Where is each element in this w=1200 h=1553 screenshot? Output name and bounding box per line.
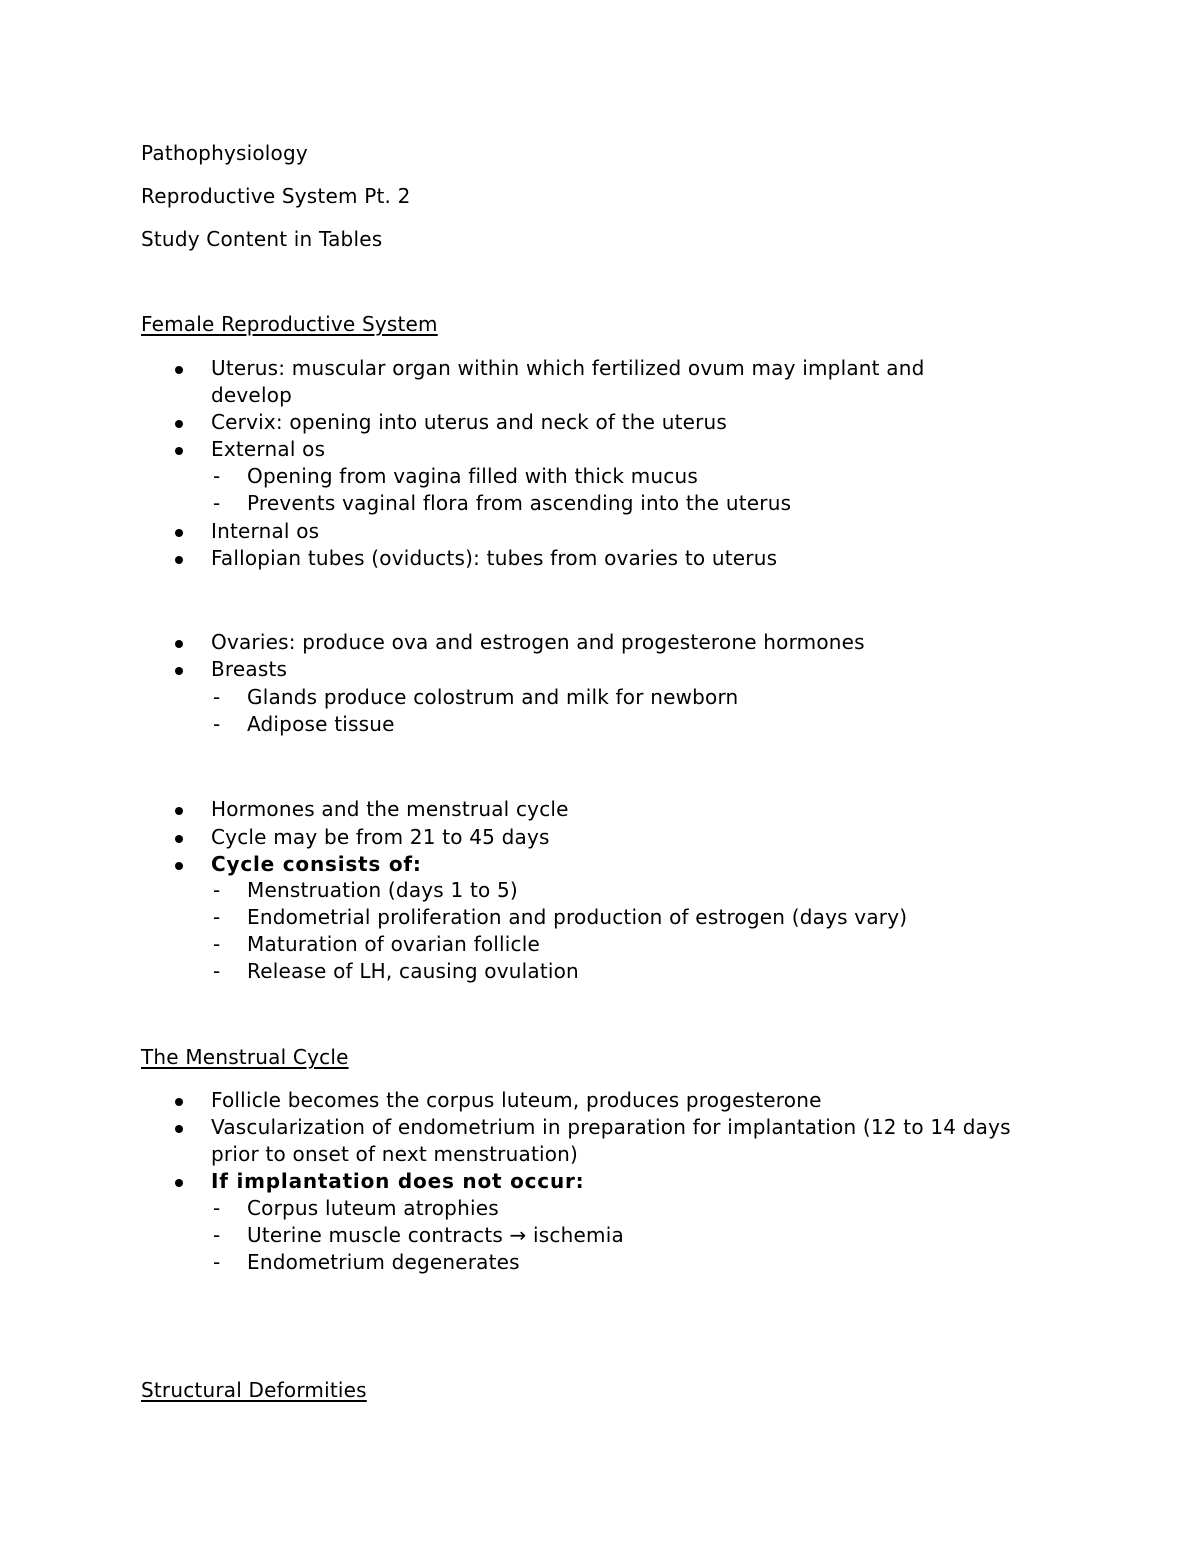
dash-icon: - bbox=[213, 905, 221, 929]
list-item: Breasts bbox=[211, 656, 287, 683]
list-item: Internal os bbox=[211, 518, 319, 545]
dash-icon: - bbox=[213, 685, 221, 709]
dash-icon: - bbox=[213, 712, 221, 736]
bullet-icon bbox=[175, 835, 183, 843]
bullet-icon bbox=[175, 420, 183, 428]
bullet-icon bbox=[175, 366, 183, 374]
list-item: Ovaries: produce ova and estrogen and progesterone hormones bbox=[211, 629, 865, 656]
dash-icon: - bbox=[213, 1250, 221, 1274]
bullet-icon bbox=[175, 1098, 183, 1106]
bullet-icon bbox=[175, 862, 183, 870]
bullet-icon bbox=[175, 640, 183, 648]
sub-list-item: - Prevents vaginal flora from ascending into the uterus bbox=[213, 491, 792, 515]
list-item: If implantation does not occur: bbox=[211, 1168, 584, 1195]
dash-icon: - bbox=[213, 959, 221, 983]
sub-list-item: - Release of LH, causing ovulation bbox=[213, 959, 579, 983]
dash-icon: - bbox=[213, 491, 221, 515]
sub-list-item: - Maturation of ovarian follicle bbox=[213, 932, 541, 956]
list-item: Fallopian tubes (oviducts): tubes from ovaries to uterus bbox=[211, 545, 777, 572]
sub-list-item: - Opening from vagina filled with thick mucus bbox=[213, 464, 698, 488]
dash-icon: - bbox=[213, 1223, 221, 1247]
bullet-icon bbox=[175, 1125, 183, 1133]
list-item: Cycle may be from 21 to 45 days bbox=[211, 824, 550, 851]
sub-list-item: - Adipose tissue bbox=[213, 712, 395, 736]
dash-icon: - bbox=[213, 878, 221, 902]
sub-list-item: - Endometrium degenerates bbox=[213, 1250, 520, 1274]
sub-list-item: - Corpus luteum atrophies bbox=[213, 1196, 499, 1220]
list-item: External os bbox=[211, 436, 325, 463]
sub-list-item: - Uterine muscle contracts → ischemia bbox=[213, 1223, 624, 1247]
unit-title: Reproductive System Pt. 2 bbox=[141, 184, 411, 208]
dash-icon: - bbox=[213, 464, 221, 488]
subtitle: Study Content in Tables bbox=[141, 227, 383, 251]
sub-list-item: - Endometrial proliferation and production of estrogen (days vary) bbox=[213, 905, 908, 929]
list-item: Follicle becomes the corpus luteum, produces progesterone bbox=[211, 1087, 822, 1114]
sub-list-item: - Glands produce colostrum and milk for newborn bbox=[213, 685, 739, 709]
bullet-icon bbox=[175, 529, 183, 537]
list-item-continuation: prior to onset of next menstruation) bbox=[211, 1142, 579, 1166]
list-item: Uterus: muscular organ within which fertilized ovum may implant and bbox=[211, 355, 924, 382]
list-item: Hormones and the menstrual cycle bbox=[211, 796, 569, 823]
list-item: Cervix: opening into uterus and neck of the uterus bbox=[211, 409, 727, 436]
section-heading-structural: Structural Deformities bbox=[141, 1378, 367, 1402]
list-item: Vascularization of endometrium in preparation for implantation (12 to 14 days bbox=[211, 1114, 1011, 1141]
bullet-icon bbox=[175, 447, 183, 455]
sub-list-item: - Menstruation (days 1 to 5) bbox=[213, 878, 518, 902]
section-heading-menstrual: The Menstrual Cycle bbox=[141, 1045, 349, 1069]
bullet-icon bbox=[175, 667, 183, 675]
bullet-icon bbox=[175, 1179, 183, 1187]
section-heading-female: Female Reproductive System bbox=[141, 312, 438, 336]
course-title: Pathophysiology bbox=[141, 141, 308, 165]
list-item-continuation: develop bbox=[211, 383, 293, 407]
bullet-icon bbox=[175, 556, 183, 564]
dash-icon: - bbox=[213, 932, 221, 956]
list-item: Cycle consists of: bbox=[211, 851, 422, 878]
bullet-icon bbox=[175, 807, 183, 815]
dash-icon: - bbox=[213, 1196, 221, 1220]
